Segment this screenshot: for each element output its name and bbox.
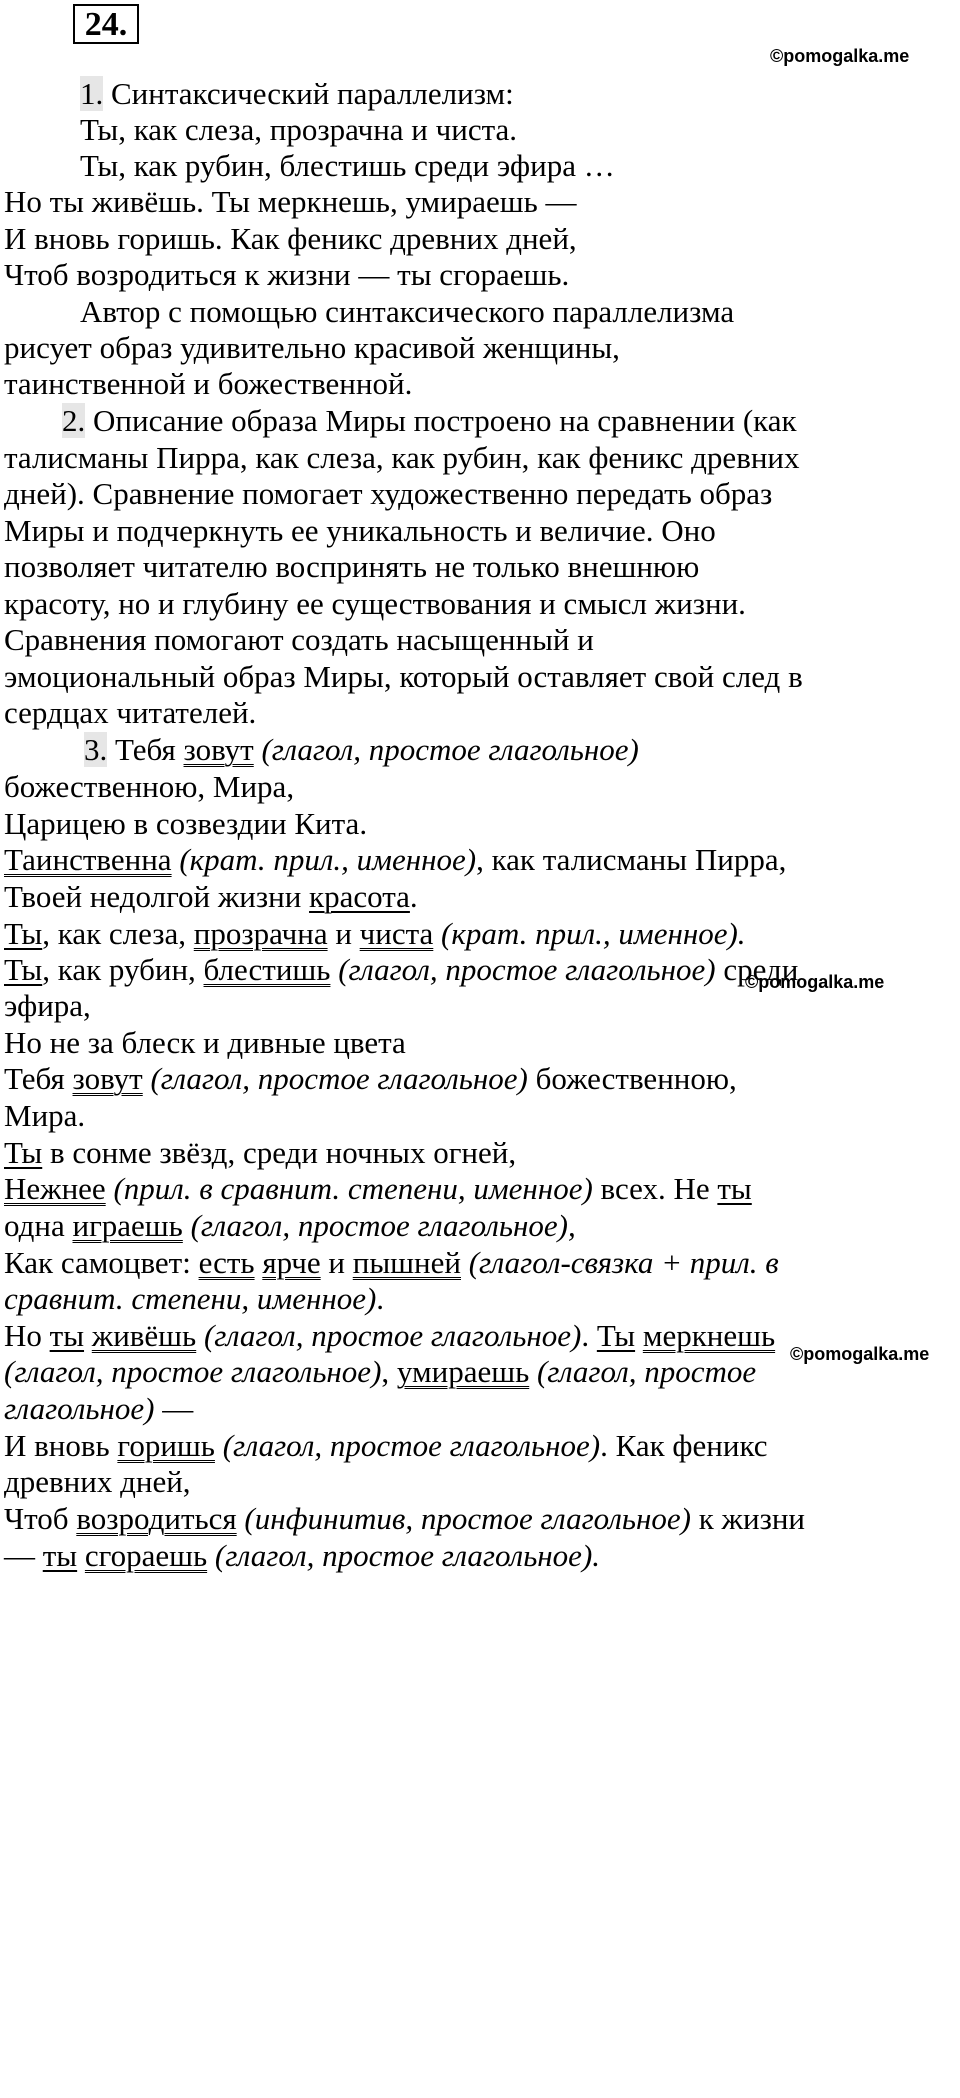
text: . xyxy=(409,879,418,914)
text: , как рубин, xyxy=(42,952,204,987)
text: к жизни xyxy=(691,1501,805,1536)
predicate: Нежнее xyxy=(4,1171,106,1206)
text: — xyxy=(154,1391,194,1426)
analysis-line xyxy=(4,877,418,917)
annotation: (глагол, простое глагольное), xyxy=(182,1208,576,1243)
analysis-line xyxy=(4,1169,752,1209)
subject: Ты xyxy=(596,1318,636,1353)
text: Но xyxy=(4,1318,50,1353)
analysis-line xyxy=(4,950,798,990)
annotation: (глагол, простое глагольное) xyxy=(142,1061,528,1096)
text: , как талисманы Пирра, xyxy=(476,842,787,877)
predicate: пышней xyxy=(352,1245,461,1280)
text: , xyxy=(381,1354,397,1389)
annotation: (глагол, простое глагольное) xyxy=(196,1318,582,1353)
text: . xyxy=(581,1318,597,1353)
poem-line: Ты, как слеза, прозрачна и чиста. xyxy=(80,112,518,147)
text: , как слеза, xyxy=(42,916,194,951)
annotation: глагольное) xyxy=(4,1391,155,1426)
analysis-line xyxy=(84,730,639,770)
task-number: 24. xyxy=(73,4,139,44)
analysis-line xyxy=(4,1499,805,1539)
text: Тебя xyxy=(107,732,184,767)
watermark: ©pomogalka.me xyxy=(790,1344,930,1364)
subject: ты xyxy=(42,1538,78,1573)
poem-line: Ты, как рубин, блестишь среди эфира … xyxy=(80,148,615,183)
text: Тебя xyxy=(4,1061,73,1096)
predicate: блестишь xyxy=(203,952,331,987)
part2-line: красоту, но и глубину ее существования и смысл жизни. xyxy=(4,586,746,621)
analysis-line xyxy=(4,1279,384,1319)
annotation: (глагол, простое глагольное). xyxy=(207,1538,601,1573)
part2-text: Описание образа Миры построено на сравнении (как xyxy=(85,403,797,438)
analysis-line: Царицею в созвездии Кита. xyxy=(4,806,368,841)
annotation: (прил. в сравнит. степени, именное) xyxy=(105,1171,593,1206)
subject: ты xyxy=(717,1171,752,1206)
watermark: ©pomogalka.me xyxy=(770,46,910,66)
commentary-line: таинственной и божественной. xyxy=(4,366,413,401)
subject: красота xyxy=(309,879,410,914)
predicate: чиста xyxy=(359,916,434,951)
analysis-line xyxy=(4,1389,193,1429)
text xyxy=(635,1318,643,1353)
annotation: (глагол, простое xyxy=(529,1354,757,1389)
analysis-line xyxy=(4,1133,516,1173)
part1-number: 1. xyxy=(80,76,104,111)
annotation: (крат. прил., именное) xyxy=(171,842,477,877)
predicate: ярче xyxy=(262,1245,321,1280)
part2-line: сердцах читателей. xyxy=(4,695,257,730)
predicate: зовут xyxy=(183,732,254,767)
text xyxy=(84,1318,92,1353)
text: . Как феникс xyxy=(600,1428,768,1463)
text: в сонме звёзд, среди ночных огней, xyxy=(42,1135,517,1170)
predicate: возродиться xyxy=(76,1501,237,1536)
annotation: (глагол, простое глагольное) xyxy=(330,952,716,987)
text: — xyxy=(4,1538,43,1573)
part2-line xyxy=(62,401,797,441)
analysis-line: божественною, Мира, xyxy=(4,769,295,804)
part2-line: Миры и подчеркнуть ее уникальность и величие. Оно xyxy=(4,513,716,548)
annotation: (инфинитив, простое глагольное) xyxy=(236,1501,691,1536)
predicate: умираешь xyxy=(396,1354,530,1389)
part2-line: эмоциональный образ Миры, который оставляет свой след в xyxy=(4,659,803,694)
part2-number: 2. xyxy=(62,403,86,438)
part2-line: Сравнения помогают создать насыщенный и xyxy=(4,622,594,657)
text: И вновь xyxy=(4,1428,118,1463)
text: . xyxy=(376,1281,385,1316)
analysis-line xyxy=(4,1352,756,1392)
predicate: живёшь xyxy=(91,1318,197,1353)
text: божественною, xyxy=(527,1061,737,1096)
predicate: есть xyxy=(198,1245,255,1280)
text: одна xyxy=(4,1208,73,1243)
text: Чтоб xyxy=(4,1501,77,1536)
annotation: (глагол, простое глагольное) xyxy=(214,1428,601,1463)
analysis-line: эфира, xyxy=(4,988,91,1023)
text xyxy=(77,1538,85,1573)
predicate: горишь xyxy=(117,1428,215,1463)
analysis-line xyxy=(4,1426,768,1466)
text: Твоей недолгой жизни xyxy=(4,879,310,914)
subject: Ты xyxy=(4,952,43,987)
text: всех. Не xyxy=(592,1171,718,1206)
part2-line: талисманы Пирра, как слеза, как рубин, как феникс древних xyxy=(4,440,800,475)
predicate: сгораешь xyxy=(84,1538,208,1573)
poem-line: Но ты живёшь. Ты меркнешь, умираешь — xyxy=(4,184,577,219)
part2-line: позволяет читателю воспринять не только внешнюю xyxy=(4,549,700,584)
poem-line: И вновь горишь. Как феникс древних дней, xyxy=(4,221,577,256)
subject: Ты xyxy=(4,1135,43,1170)
part1-heading: Синтаксический параллелизм: xyxy=(103,76,514,111)
predicate: Таинственна xyxy=(4,842,172,877)
poem-line: Чтоб возродиться к жизни — ты сгораешь. xyxy=(4,257,570,292)
predicate: зовут xyxy=(72,1061,143,1096)
analysis-line xyxy=(4,840,786,880)
predicate: играешь xyxy=(72,1208,183,1243)
analysis-line xyxy=(4,1059,737,1099)
analysis-line xyxy=(4,1316,775,1356)
part3-number: 3. xyxy=(84,732,108,767)
part1-heading-line xyxy=(80,74,514,114)
analysis-line: древних дней, xyxy=(4,1464,191,1499)
subject: Ты xyxy=(4,916,43,951)
text: среди xyxy=(715,952,799,987)
analysis-line xyxy=(4,1206,576,1246)
text: Как самоцвет: xyxy=(4,1245,199,1280)
analysis-line xyxy=(4,914,746,954)
commentary-line: Автор с помощью синтаксического параллелизма xyxy=(80,294,735,329)
predicate: прозрачна xyxy=(193,916,328,951)
analysis-line xyxy=(4,1536,600,1576)
annotation: (глагол, простое глагольное) xyxy=(4,1354,382,1389)
watermark: ©pomogalka.me xyxy=(745,972,885,992)
analysis-line xyxy=(4,1243,779,1283)
subject: ты xyxy=(49,1318,85,1353)
analysis-line: Но не за блеск и дивные цвета xyxy=(4,1025,406,1060)
commentary-line: рисует образ удивительно красивой женщины, xyxy=(4,330,620,365)
annotation: (глагол-связка + прил. в xyxy=(460,1245,779,1280)
analysis-line: Мира. xyxy=(4,1098,86,1133)
text: и xyxy=(327,916,360,951)
annotation: (крат. прил., именное). xyxy=(433,916,746,951)
annotation: сравнит. степени, именное) xyxy=(4,1281,377,1316)
text: и xyxy=(320,1245,353,1280)
part2-line: дней). Сравнение помогает художественно передать образ xyxy=(4,476,773,511)
annotation: (глагол, простое глагольное) xyxy=(253,732,639,767)
predicate: меркнешь xyxy=(642,1318,776,1353)
